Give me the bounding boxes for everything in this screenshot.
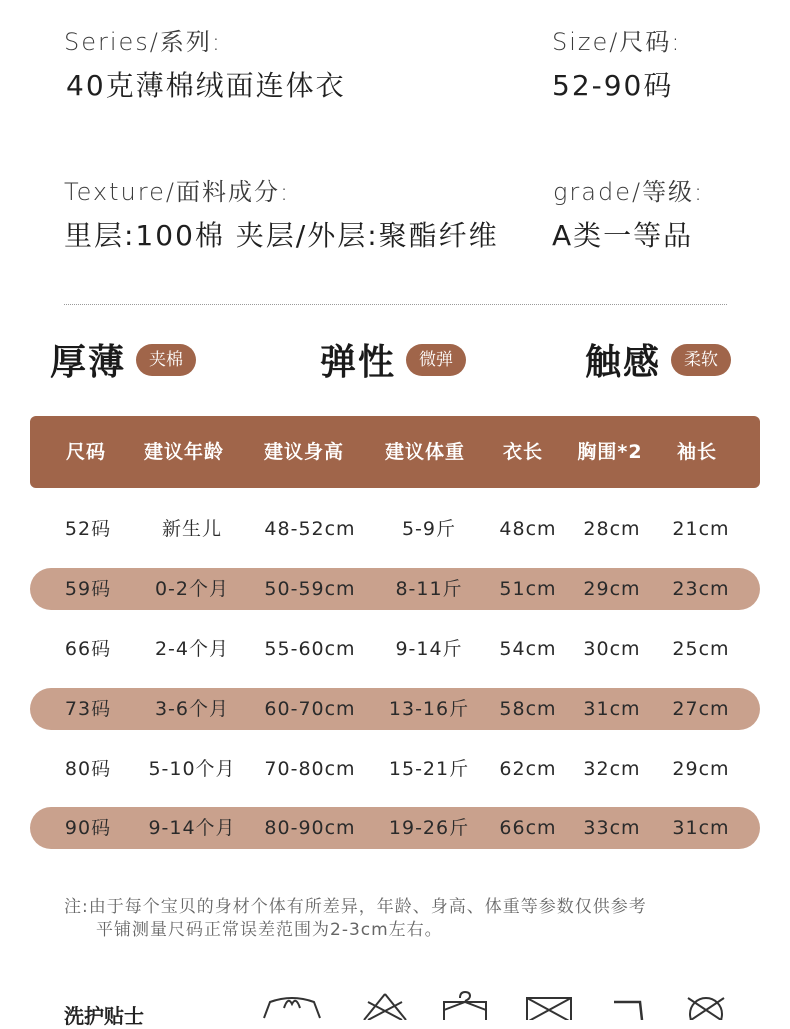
property-thickness: [50, 334, 196, 385]
texture-value: 里层:100棉 夹层/外层:聚酯纤维: [64, 219, 499, 252]
cell-sleeve: 27cm: [672, 698, 730, 720]
cell-length: 54cm: [499, 638, 557, 660]
cell-age: 0-2个月: [154, 578, 230, 600]
no-bleach-icon: [362, 990, 408, 1020]
cell-weight: 5-9斤: [401, 518, 457, 540]
size-value: 52-90码: [552, 69, 674, 102]
hang-dry-icon: [442, 990, 488, 1020]
property-title: 弹性: [320, 342, 397, 383]
table-row: [30, 628, 760, 670]
cell-length: 58cm: [499, 698, 557, 720]
cell-size: 66码: [64, 638, 112, 660]
cell-chest: 28cm: [583, 518, 641, 540]
header-size: 尺码: [65, 441, 106, 463]
iron-icon: [610, 990, 646, 1020]
property-tag: 柔软: [671, 344, 731, 376]
size-label: Size/尺码:: [552, 28, 682, 56]
table-row: [30, 807, 760, 849]
header-weight: 建议体重: [384, 441, 465, 463]
cell-age: 新生儿: [161, 518, 222, 540]
cell-chest: 32cm: [583, 758, 641, 780]
header-sleeve: 袖长: [676, 441, 717, 463]
cell-weight: 15-21斤: [388, 758, 470, 780]
cell-size: 90码: [64, 817, 112, 839]
property-tag: 微弹: [406, 344, 466, 376]
property-feel: [585, 334, 731, 385]
size-table-header: [30, 416, 760, 488]
series-label: Series/系列:: [64, 28, 222, 56]
property-tag: 夹棉: [136, 344, 196, 376]
no-dry-clean-icon: [684, 990, 728, 1020]
cell-weight: 8-11斤: [395, 578, 463, 600]
cell-sleeve: 31cm: [672, 817, 730, 839]
header-height: 建议身高: [263, 441, 344, 463]
cell-length: 48cm: [499, 518, 557, 540]
cell-age: 9-14个月: [148, 817, 236, 839]
cell-age: 3-6个月: [154, 698, 230, 720]
cell-length: 62cm: [499, 758, 557, 780]
care-label: 洗护贴士: [64, 1004, 144, 1028]
cell-sleeve: 23cm: [672, 578, 730, 600]
property-elasticity: [320, 334, 466, 385]
texture-label: Texture/面料成分:: [64, 178, 291, 206]
cell-size: 80码: [64, 758, 112, 780]
cell-height: 48-52cm: [264, 518, 356, 540]
cell-size: 59码: [64, 578, 112, 600]
cell-chest: 29cm: [583, 578, 641, 600]
cell-height: 50-59cm: [264, 578, 356, 600]
cell-height: 70-80cm: [264, 758, 356, 780]
cell-size: 52码: [64, 518, 112, 540]
cell-sleeve: 25cm: [672, 638, 730, 660]
cell-age: 2-4个月: [154, 638, 230, 660]
header-age: 建议年龄: [143, 441, 224, 463]
series-value: 40克薄棉绒面连体衣: [66, 69, 346, 102]
cell-size: 73码: [64, 698, 112, 720]
no-tumble-dry-icon: [525, 990, 573, 1020]
cell-weight: 13-16斤: [388, 698, 470, 720]
cell-weight: 9-14斤: [395, 638, 463, 660]
grade-value: A类一等品: [552, 219, 694, 252]
note-line-1: 注:由于每个宝贝的身材个体有所差异，年龄、身高、体重等参数仅供参考: [64, 897, 647, 917]
cell-chest: 31cm: [583, 698, 641, 720]
property-title: 厚薄: [50, 342, 127, 383]
cell-chest: 33cm: [583, 817, 641, 839]
cell-height: 60-70cm: [264, 698, 356, 720]
property-title: 触感: [585, 342, 662, 383]
cell-height: 55-60cm: [264, 638, 356, 660]
cell-sleeve: 21cm: [672, 518, 730, 540]
cell-height: 80-90cm: [264, 817, 356, 839]
cell-length: 66cm: [499, 817, 557, 839]
hand-wash-icon: [262, 990, 322, 1020]
cell-weight: 19-26斤: [388, 817, 470, 839]
cell-age: 5-10个月: [148, 758, 236, 780]
cell-length: 51cm: [499, 578, 557, 600]
note-line-2: 平铺测量尺码正常误差范围为2-3cm左右。: [96, 920, 443, 940]
header-chest: 胸围*2: [577, 441, 643, 463]
grade-label: grade/等级:: [553, 178, 705, 206]
table-row: [30, 568, 760, 610]
section-divider: [64, 304, 727, 305]
table-row: [30, 748, 760, 790]
cell-sleeve: 29cm: [672, 758, 730, 780]
table-row: [30, 508, 760, 550]
table-row: [30, 688, 760, 730]
header-length: 衣长: [502, 441, 543, 463]
cell-chest: 30cm: [583, 638, 641, 660]
